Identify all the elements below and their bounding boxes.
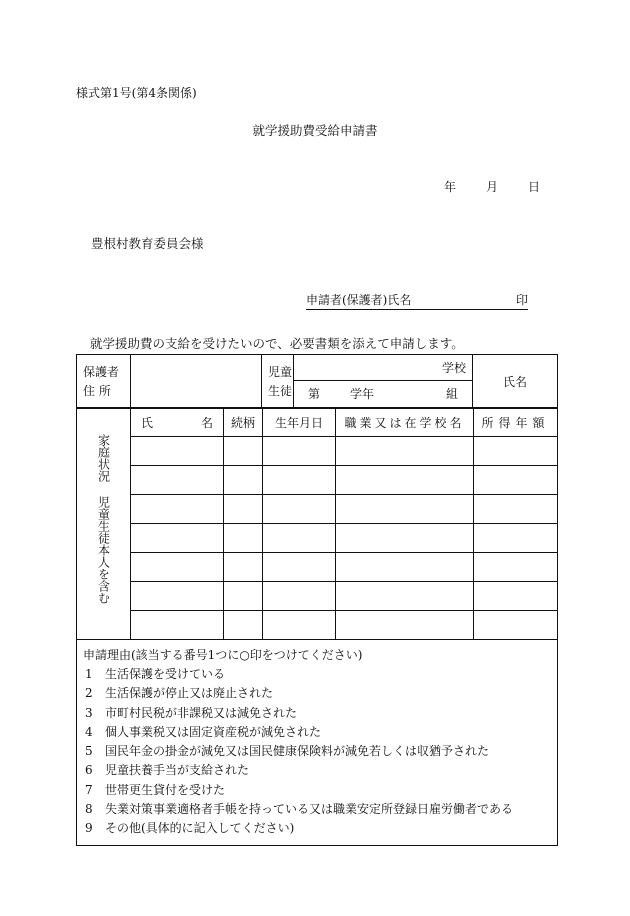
reason-item[interactable] [83,742,551,761]
family-row [77,553,558,582]
reason-number: 5 [85,744,93,759]
family-row [77,524,558,553]
reason-text: 市町村民税が非課税又は減免された [105,705,298,720]
addressee: 豊根村教育委員会様 [91,236,204,251]
reason-text: 失業対策事業適格者手帳を持っている又は職業安定所登録日雇労働者である [105,802,514,817]
reason-item[interactable] [83,684,551,703]
family-row [77,495,558,524]
family-row [77,437,558,466]
reason-text: 児童扶養手当が支給された [105,763,250,778]
seal-mark: 印 [515,293,528,307]
reason-text: 生活保護が停止又は廃止された [105,686,274,701]
document-title: 就学援助費受給申請書 [252,123,378,138]
col-name: 氏 名 [131,408,224,437]
school-field[interactable]: 学校 [294,355,472,381]
student-name-label: 氏名 [473,355,558,409]
reason-number: 1 [85,667,93,681]
grade-class-field[interactable] [294,381,472,408]
reason-item[interactable] [83,665,551,684]
guardian-address-label [77,355,131,409]
guardian-label: 保護者 [83,364,120,379]
class-label: 組 [446,387,459,401]
intro-text: 就学援助費の支給を受けたいので、必要書類を添えて申請します。 [90,336,464,351]
date-day: 日 [528,180,541,194]
form-number: 様式第1号(第4条関係) [76,86,197,100]
reason-item[interactable] [83,704,551,723]
reason-text: 世帯更生貸付を受けた [105,782,226,797]
date-line [444,178,540,195]
reason-number: 4 [85,724,93,739]
reasons-title: 申請理由(該当する番号1つに○印をつけてください) [83,648,363,662]
date-month: 月 [486,180,499,194]
reason-item[interactable] [83,761,551,780]
application-table [76,354,558,409]
date-year: 年 [444,180,457,194]
reason-item[interactable] [83,800,551,819]
reason-text: 個人事業税又は固定資産税が減免された [105,724,322,739]
family-row [77,466,558,495]
applicant-name-field[interactable] [306,291,528,310]
grade-prefix: 第 [308,387,321,401]
grade-label: 学年 [350,387,375,401]
reason-item[interactable] [83,819,551,838]
reasons-section [77,640,558,846]
reason-text: その他(具体的に記入してください) [105,821,295,836]
reason-item[interactable] [83,781,551,800]
reason-number: 7 [85,782,93,797]
family-table [76,407,558,846]
reason-number: 6 [85,763,93,778]
family-row [77,611,558,640]
address-label: 住 所 [83,383,111,398]
family-row [77,582,558,611]
col-birthdate: 生年月日 [263,408,336,437]
reason-text: 国民年金の掛金が減免又は国民健康保険料が減免若しくは収猶予された [105,744,490,759]
family-status-label: 家庭状況 児童生徒本人を含む [77,408,131,640]
school-grade-field[interactable] [294,355,473,409]
student-label: 児童 生徒 [262,355,294,409]
reason-number: 9 [85,821,93,836]
col-income: 所得年額 [474,408,558,437]
reason-item[interactable] [83,723,551,742]
reason-number: 8 [85,802,93,817]
col-occupation: 職業又は在学校名 [336,408,474,437]
col-relation: 続柄 [224,408,263,437]
reason-text: 生活保護を受けている [105,667,226,681]
reason-number: 3 [85,705,93,720]
applicant-label: 申請者(保護者)氏名 [306,293,412,307]
guardian-address-field[interactable] [131,355,262,409]
reason-number: 2 [85,686,93,701]
reasons-list [83,665,551,839]
